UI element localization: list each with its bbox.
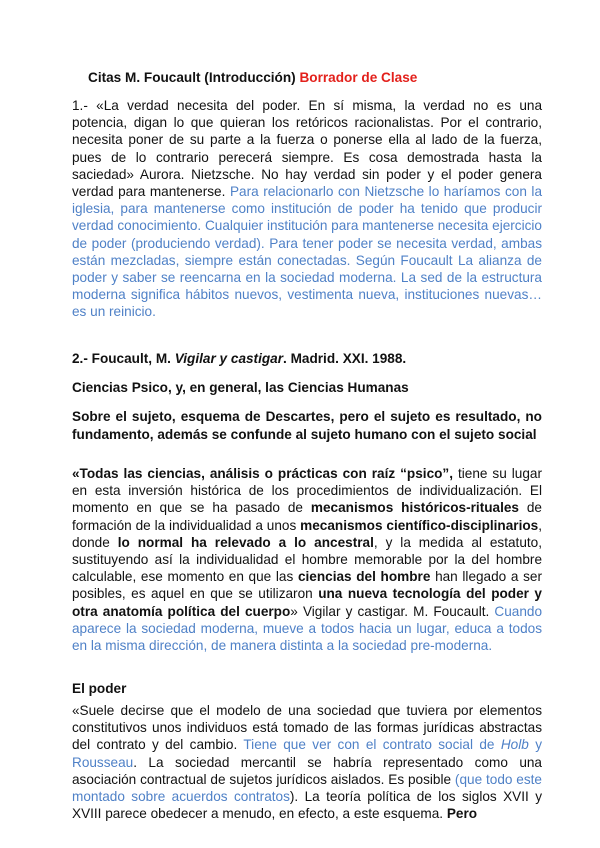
- heading-prefix: 2.- Foucault, M.: [72, 351, 171, 366]
- modern-society-note: Cuando aparece la sociedad moderna, mueve a todos hacia un lugar, educa a todos en la misma dirección, de manera distinta a la sociedad pre-moderna.: [72, 603, 543, 654]
- quote-run: , donde: [72, 517, 542, 550]
- section-2-quote-paragraph: [72, 465, 542, 654]
- power-run: Holb: [500, 737, 529, 753]
- quote-run: «Todas las ciencias, análisis o prácticas con raíz “psico”,: [72, 466, 454, 481]
- section-1-paragraph: [72, 97, 542, 321]
- power-run: (que todo este montado sobre acuerdos contratos: [72, 771, 542, 805]
- power-quote: [72, 703, 542, 821]
- quote-run: una nueva tecnología del poder y otra anatomía política del cuerpo: [72, 586, 542, 619]
- power-run: Pero: [446, 806, 478, 822]
- nietzsche-quote: 1.- «La verdad necesita del poder. En sí misma, la verdad no es una potencia, digan lo que quieran los retóricos racionalistas. Por el contrario, necesita poner de su parte a la fuerza o ponerse ella al lado de la fuerza, pues de lo contrario perecerá siempre. Es cosa demostrada hasta la saciedad» Aurora. Nietzsche. No hay verdad sin poder y el poder genera verdad para mantenerse.: [72, 98, 542, 200]
- psico-quote: [72, 466, 542, 619]
- heading-suffix: . Madrid. XXI. 1988.: [283, 351, 407, 366]
- section-2-heading: [72, 350, 542, 368]
- power-run: y Rousseau: [72, 737, 542, 770]
- draft-label: Borrador de Clase: [299, 70, 418, 85]
- book-title: Vigilar y castigar: [174, 351, 284, 366]
- quote-run: mecanismos históricos-rituales: [310, 500, 519, 516]
- quote-run: mecanismos científico-disciplinarios: [300, 517, 539, 533]
- power-run: . La sociedad mercantil se habría representado como una asociación contractual de sujetos jurídicos aislados. Es posible: [72, 754, 542, 787]
- document-title: [88, 70, 417, 85]
- power-run: «Suele decirse que el modelo de una sociedad que tuviera por elementos constitutivos unos individuos está tomado de las formas jurídicas abstractas del contrato y del cambio.: [72, 703, 542, 753]
- quote-run: tiene su lugar en esta inversión histórica de los procedimientos de individualización. El momento en que se ha pasado de: [72, 466, 542, 516]
- quote-run: , y la medida al estatuto, sustituyendo así la individualidad el hombre memorable por la del hombre calculable, ese momento en que las: [72, 534, 542, 585]
- section-2-subheading: Ciencias Psico, y, en general, las Ciencias Humanas: [72, 380, 409, 395]
- nietzsche-commentary: Para relacionarlo con Nietzsche lo haríamos con la iglesia, para mantenerse como institución de poder ha tenido que producir verdad conocimiento. Cualquier institución para mantenerse necesita ejercicio de poder (produciendo verdad). Para tener poder se necesita verdad, ambas están mezcladas, siempre están conectadas. Según Foucault La alianza de poder y saber se reencarna en la sociedad moderna. La sed de la estructura moderna significa hábitos nuevos, vestimenta nueva, instituciones nuevas… es un reinicio.: [72, 184, 543, 320]
- quote-run: han llegado a ser posibles, es aquel en que se utilizaron: [72, 569, 543, 602]
- quote-run: de formación de la individualidad a unos: [72, 500, 542, 533]
- quote-run: ciencias del hombre: [297, 569, 431, 585]
- quote-run: » Vigilar y castigar. M. Foucault.: [290, 603, 495, 619]
- power-paragraph: [72, 702, 542, 822]
- power-heading: El poder: [72, 681, 127, 696]
- quote-run: lo normal ha relevado a lo ancestral: [117, 534, 374, 550]
- section-2-thesis: Sobre el sujeto, esquema de Descartes, pero el sujeto es resultado, no fundamento, además se confunde al sujeto humano con el sujeto social: [72, 409, 542, 442]
- power-run: Tiene que ver con el contrato social de: [243, 737, 501, 753]
- title-main: Citas M. Foucault (Introducción): [88, 70, 296, 85]
- power-run: ). La teoría política de los siglos XVII y XVIII parece obedecer a menudo, en efecto, a este esquema.: [72, 789, 542, 822]
